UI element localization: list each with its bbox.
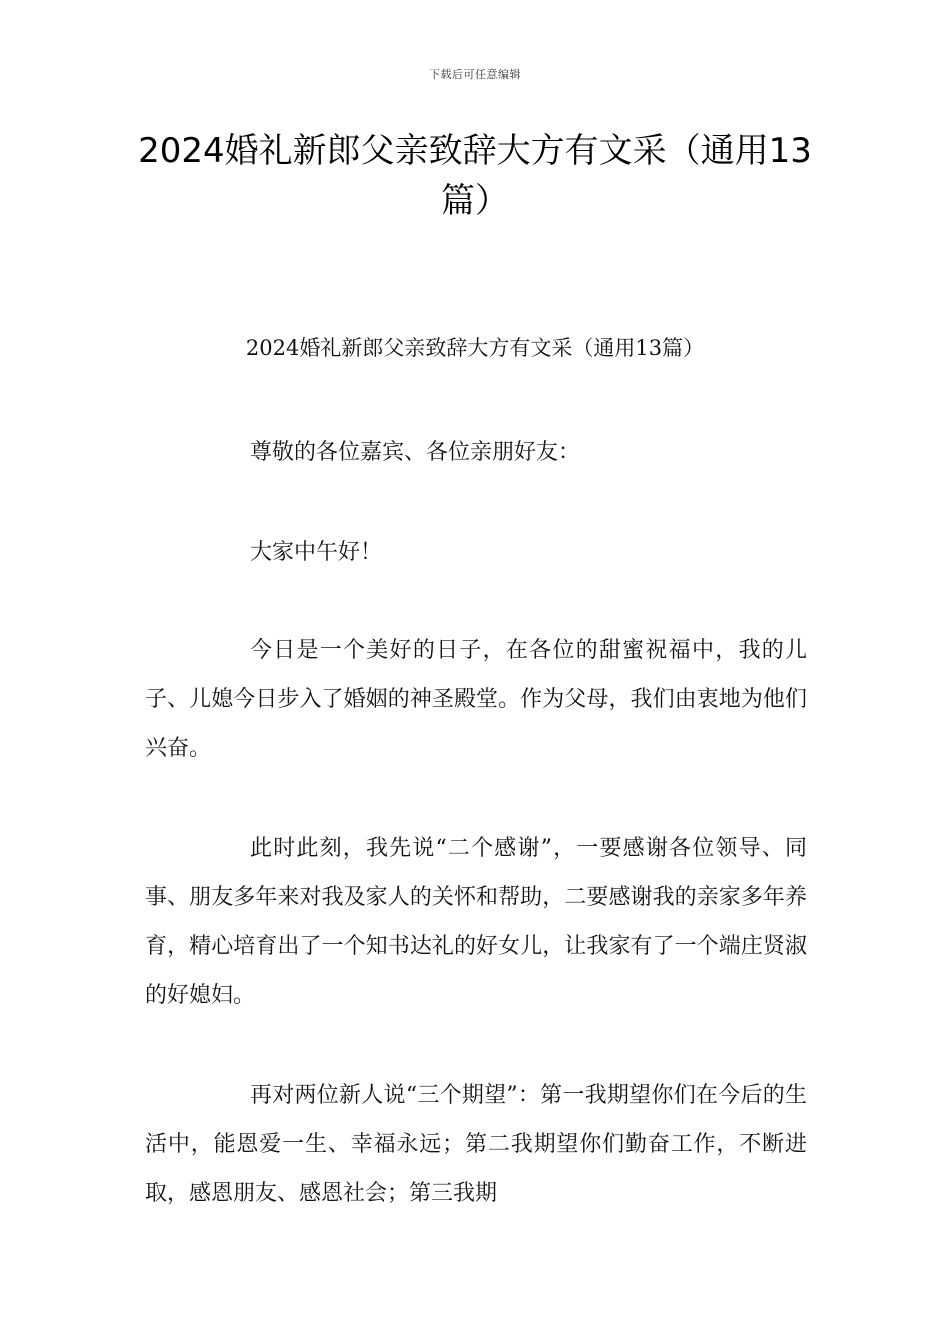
hello-paragraph: 大家中午好！ — [250, 540, 383, 565]
document-subtitle: 2024婚礼新郎父亲致辞大方有文采（通用13篇） — [245, 336, 705, 360]
greeting-paragraph: 尊敬的各位嘉宾、各位亲朋好友： — [250, 440, 581, 465]
header-note: 下载后可任意编辑 — [429, 68, 521, 81]
paragraph-1: 今日是一个美好的日子，在各位的甜蜜祝福中，我的儿子、儿媳今日步入了婚姻的神圣殿堂。作为父母，我们由衷地为他们兴奋。 — [145, 638, 807, 761]
document-title: 2024婚礼新郎父亲致辞大方有文采（通用13篇） — [138, 131, 812, 221]
paragraph-2: 此时此刻，我先说“二个感谢”，一要感谢各位领导、同事、朋友多年来对我及家人的关怀和帮助，二要感谢我的亲家多年养育，精心培育出了一个知书达礼的好女儿，让我家有了一个端庄贤淑的好媳妇。 — [145, 836, 807, 1008]
paragraph-3: 再对两位新人说“三个期望”：第一我期望你们在今后的生活中，能恩爱一生、幸福永远；第二我期望你们勤奋工作，不断进取，感恩朋友、感恩社会；第三我期 — [145, 1083, 807, 1206]
